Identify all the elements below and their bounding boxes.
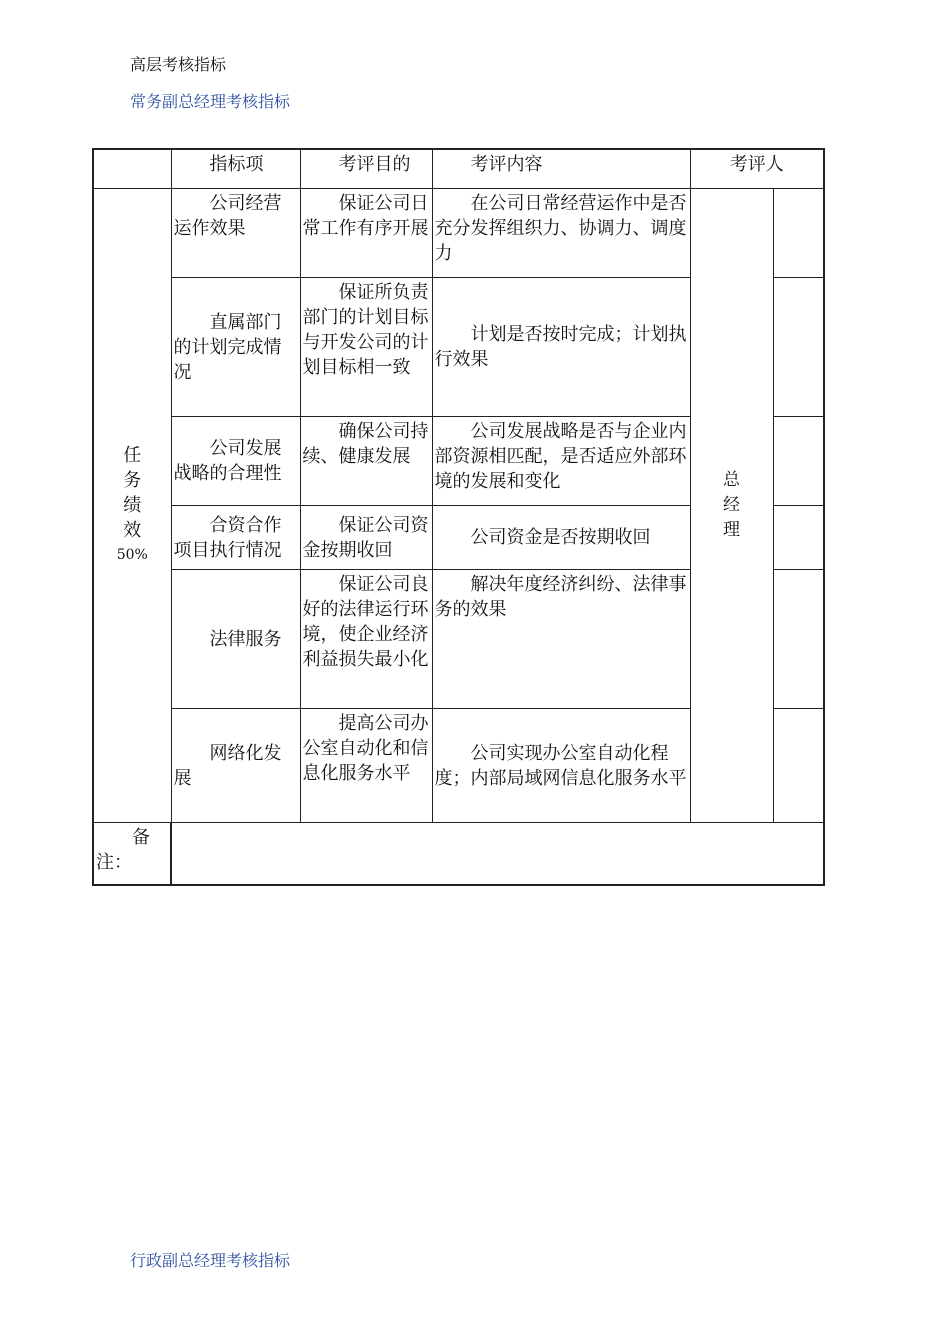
evaluator-char: 总: [723, 470, 740, 490]
header-item: 指标项: [171, 149, 300, 189]
remarks-row: [93, 823, 824, 885]
score-cell: [773, 506, 824, 570]
table-row: [93, 189, 824, 278]
content-cell: 公司实现办公室自动化程度；内部局域网信息化服务水平: [432, 709, 690, 823]
item-cell: 法律服务: [171, 570, 300, 709]
content-cell: 解决年度经济纠纷、法律事务的效果: [432, 570, 690, 709]
section-link-administrative-vp[interactable]: 行政副总经理考核指标: [130, 1251, 291, 1270]
purpose-cell: 保证公司资金按期收回: [300, 506, 432, 570]
score-cell: [773, 570, 824, 709]
remarks-cell: [171, 823, 824, 885]
category-char: 任: [123, 445, 142, 466]
purpose-cell: 保证公司日常工作有序开展: [300, 189, 432, 278]
section-link-executive-vp[interactable]: 常务副总经理考核指标: [130, 92, 291, 111]
item-cell: 合资合作项目执行情况: [171, 506, 300, 570]
item-cell: 直属部门的计划完成情况: [171, 278, 300, 417]
header-content: 考评内容: [432, 149, 690, 189]
evaluator-char: 理: [723, 520, 740, 540]
item-cell: 公司发展战略的合理性: [171, 417, 300, 506]
evaluator-char: 经: [723, 495, 740, 515]
item-cell: 公司经营运作效果: [171, 189, 300, 278]
header-purpose: 考评目的: [300, 149, 432, 189]
header-evaluator: 考评人: [690, 149, 824, 189]
category-weight: 50%: [116, 547, 148, 563]
evaluator-cell: [690, 189, 773, 823]
purpose-cell: 提高公司办公室自动化和信息化服务水平: [300, 709, 432, 823]
category-char: 效: [123, 520, 142, 541]
category-char: 绩: [123, 495, 142, 516]
score-cell: [773, 189, 824, 278]
score-cell: [773, 709, 824, 823]
content-cell: 计划是否按时完成；计划执行效果: [432, 278, 690, 417]
header-empty-cell: [93, 149, 171, 189]
purpose-cell: 确保公司持续、健康发展: [300, 417, 432, 506]
category-cell: [93, 189, 171, 823]
header-row: [93, 149, 824, 189]
content-cell: 在公司日常经营运作中是否充分发挥组织力、协调力、调度力: [432, 189, 690, 278]
purpose-cell: 保证公司良好的法律运行环境，使企业经济利益损失最小化: [300, 570, 432, 709]
remarks-label: 备注：: [93, 823, 171, 885]
item-cell: 网络化发展: [171, 709, 300, 823]
score-cell: [773, 417, 824, 506]
page-heading: 高层考核指标: [130, 55, 227, 74]
score-cell: [773, 278, 824, 417]
kpi-table: [92, 148, 825, 886]
content-cell: 公司资金是否按期收回: [432, 506, 690, 570]
content-cell: 公司发展战略是否与企业内部资源相匹配，是否适应外部环境的发展和变化: [432, 417, 690, 506]
category-char: 务: [123, 470, 142, 491]
purpose-cell: 保证所负责部门的计划目标与开发公司的计划目标相一致: [300, 278, 432, 417]
